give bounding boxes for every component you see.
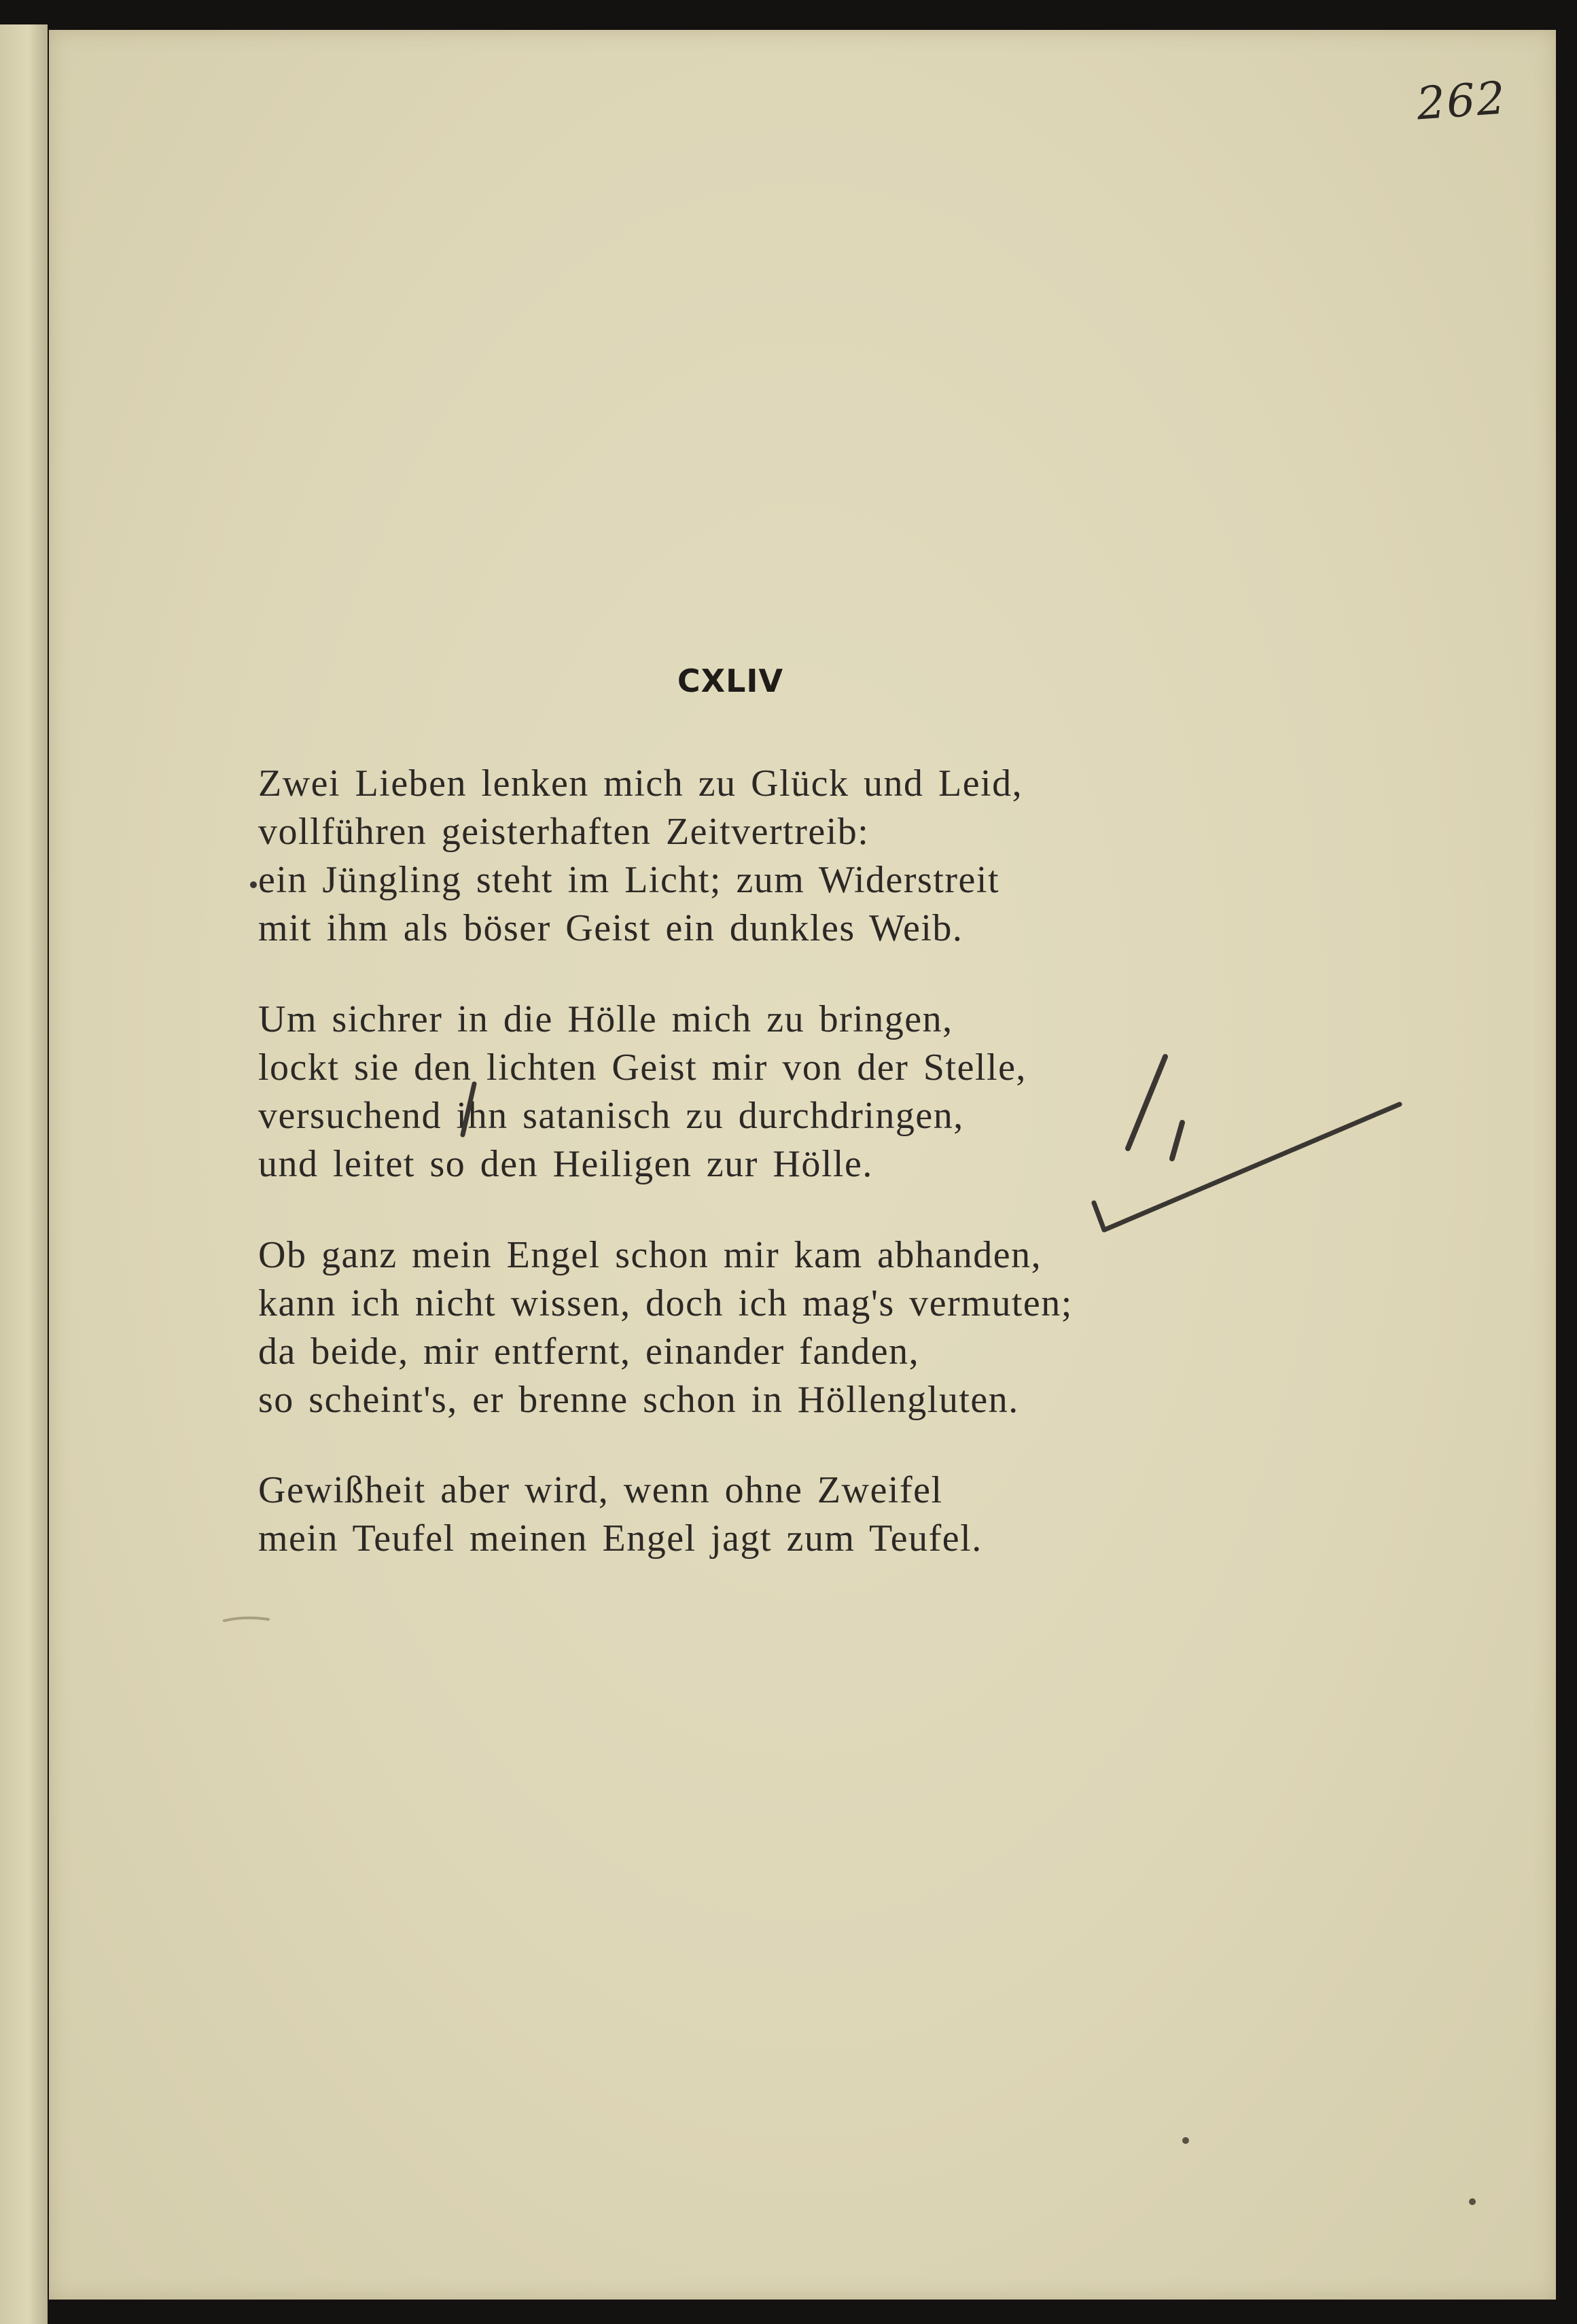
poem-title: CXLIV [677, 663, 784, 699]
poem-line: ein Jüngling steht im Licht; zum Widerstreit [258, 859, 999, 901]
stanza-2 [258, 996, 1027, 1189]
stanza-4 [258, 1466, 982, 1563]
poem-line: kann ich nicht wissen, doch ich mag's vermuten; [258, 1282, 1073, 1324]
poem-line: und leitet so den Heiligen zur Hölle. [258, 1143, 873, 1185]
poem-line: vollführen geisterhaften Zeitvertreib: [258, 811, 870, 853]
poem-line: versuchend ihn satanisch zu durchdringen, [258, 1095, 964, 1137]
poem-line: lockt sie den lichten Geist mir von der Stelle, [258, 1046, 1027, 1089]
poem-line: Zwei Lieben lenken mich zu Glück und Leid, [258, 762, 1023, 805]
book-binding-edge [0, 24, 48, 2324]
poem-line: da beide, mir entfernt, einander fanden, [258, 1331, 920, 1373]
stanza-1 [258, 760, 1023, 953]
poem-line: so scheint's, er brenne schon in Höllengluten. [258, 1379, 1019, 1421]
stanza-3 [258, 1231, 1073, 1424]
page-number: 262 [1415, 71, 1508, 130]
poem-line: Um sichrer in die Hölle mich zu bringen, [258, 998, 953, 1040]
poem-line: mein Teufel meinen Engel jagt zum Teufel. [258, 1517, 982, 1560]
poem-line: Ob ganz mein Engel schon mir kam abhanden, [258, 1234, 1042, 1276]
poem-line: Gewißheit aber wird, wenn ohne Zweifel [258, 1469, 943, 1511]
poem-line: mit ihm als böser Geist ein dunkles Weib. [258, 907, 963, 949]
